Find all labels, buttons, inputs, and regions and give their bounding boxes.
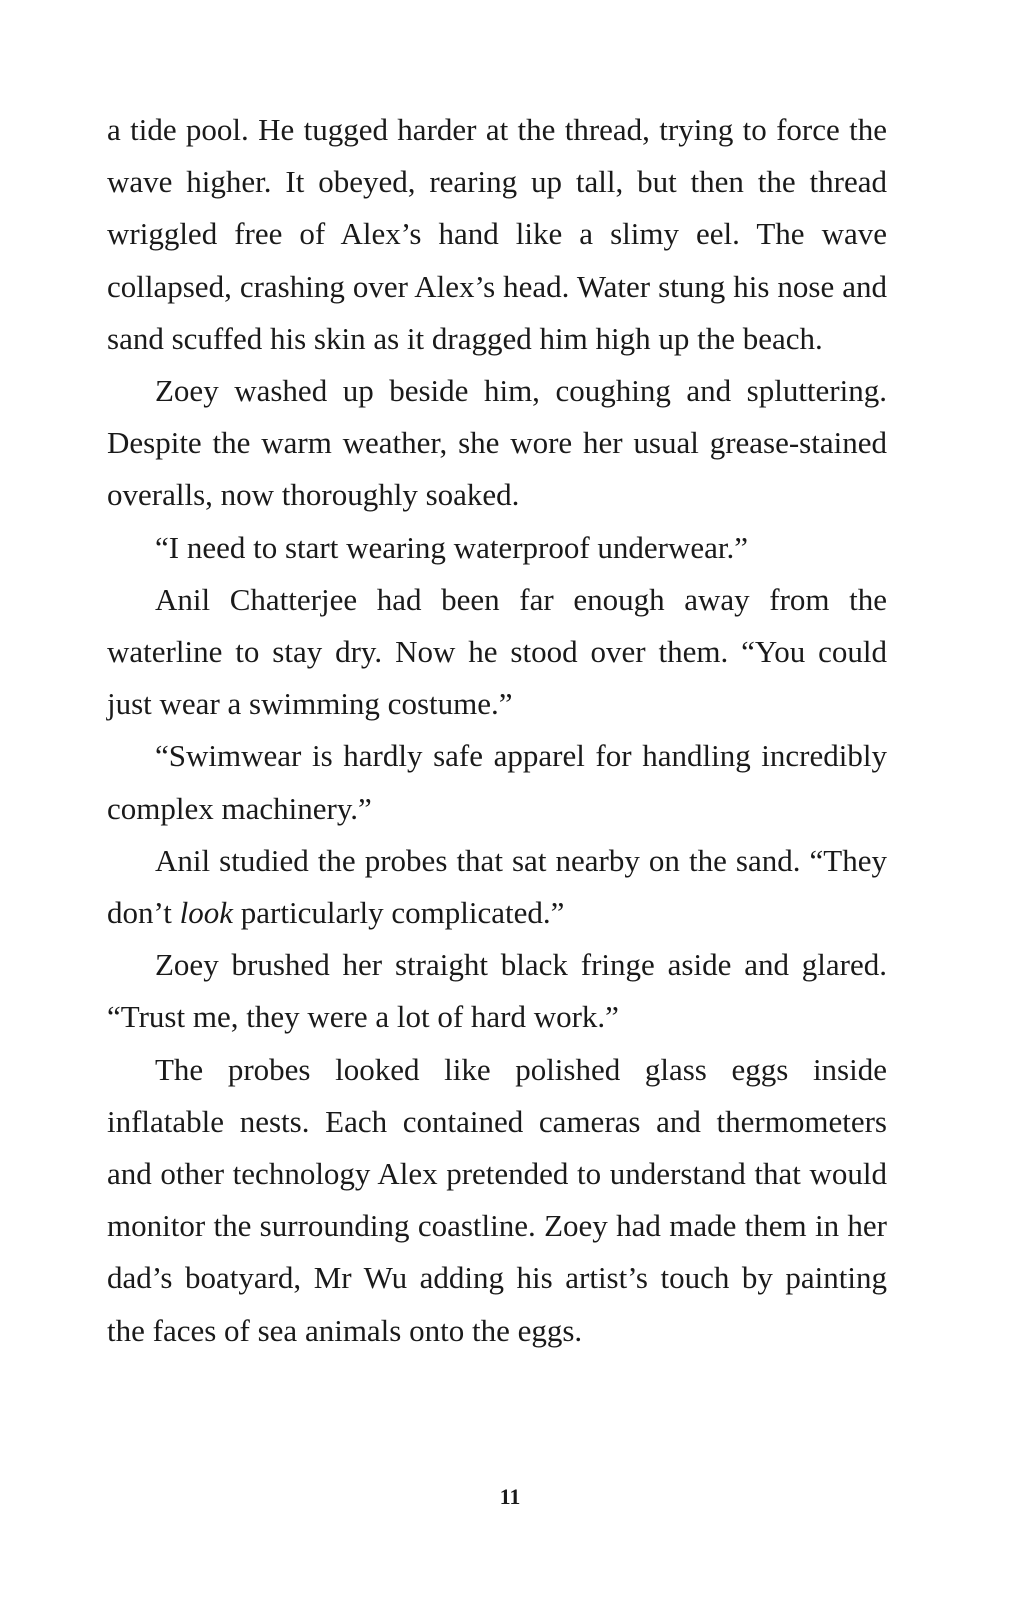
paragraph bbox=[107, 939, 887, 1043]
paragraph-text: particularly complicated.” bbox=[233, 895, 565, 931]
paragraph-text: Zoey brushed her straight black fringe aside and glared. “Trust me, they were a lot of hard work.” bbox=[107, 947, 887, 1035]
paragraph-text: The probes looked like polished glass eggs inside inflatable nests. Each contained cameras and thermometers and other technology Alex pretended to understand that would monitor the surrounding coastline. Zoey had made them in her dad’s boatyard, Mr Wu adding his artist’s touch by painting the faces of sea animals onto the eggs. bbox=[107, 1051, 887, 1348]
italic-emphasis: look bbox=[179, 895, 234, 931]
paragraph-text: “I need to start wearing waterproof underwear.” bbox=[155, 529, 749, 565]
paragraph bbox=[107, 835, 887, 939]
paragraph bbox=[107, 1044, 887, 1357]
body-text bbox=[107, 104, 887, 1357]
paragraph bbox=[107, 104, 887, 365]
paragraph bbox=[107, 365, 887, 522]
paragraph bbox=[107, 730, 887, 834]
paragraph-text: a tide pool. He tugged harder at the thread, trying to force the wave higher. It obeyed, rearing up tall, but then the thread wriggled free of Alex’s hand like a slimy eel. The wave collapsed, crashing over Alex’s head. Water stung his nose and sand scuffed his skin as it dragged him high up the beach. bbox=[107, 112, 887, 356]
paragraph-text: “Swimwear is hardly safe apparel for handling incredibly complex machinery.” bbox=[107, 738, 887, 826]
paragraph bbox=[107, 574, 887, 731]
paragraph-text: Anil Chatterjee had been far enough away from the waterline to stay dry. Now he stood over them. “You could just wear a swimming costume.” bbox=[107, 581, 887, 722]
paragraph-text: Anil studied the probes that sat nearby on the sand. “They don’t bbox=[107, 842, 887, 931]
page-number: 11 bbox=[499, 1484, 521, 1509]
paragraph-text: Zoey washed up beside him, coughing and spluttering. Despite the warm weather, she wore her usual grease-stained overalls, now thoroughly soaked. bbox=[107, 373, 887, 513]
paragraph bbox=[107, 522, 887, 574]
